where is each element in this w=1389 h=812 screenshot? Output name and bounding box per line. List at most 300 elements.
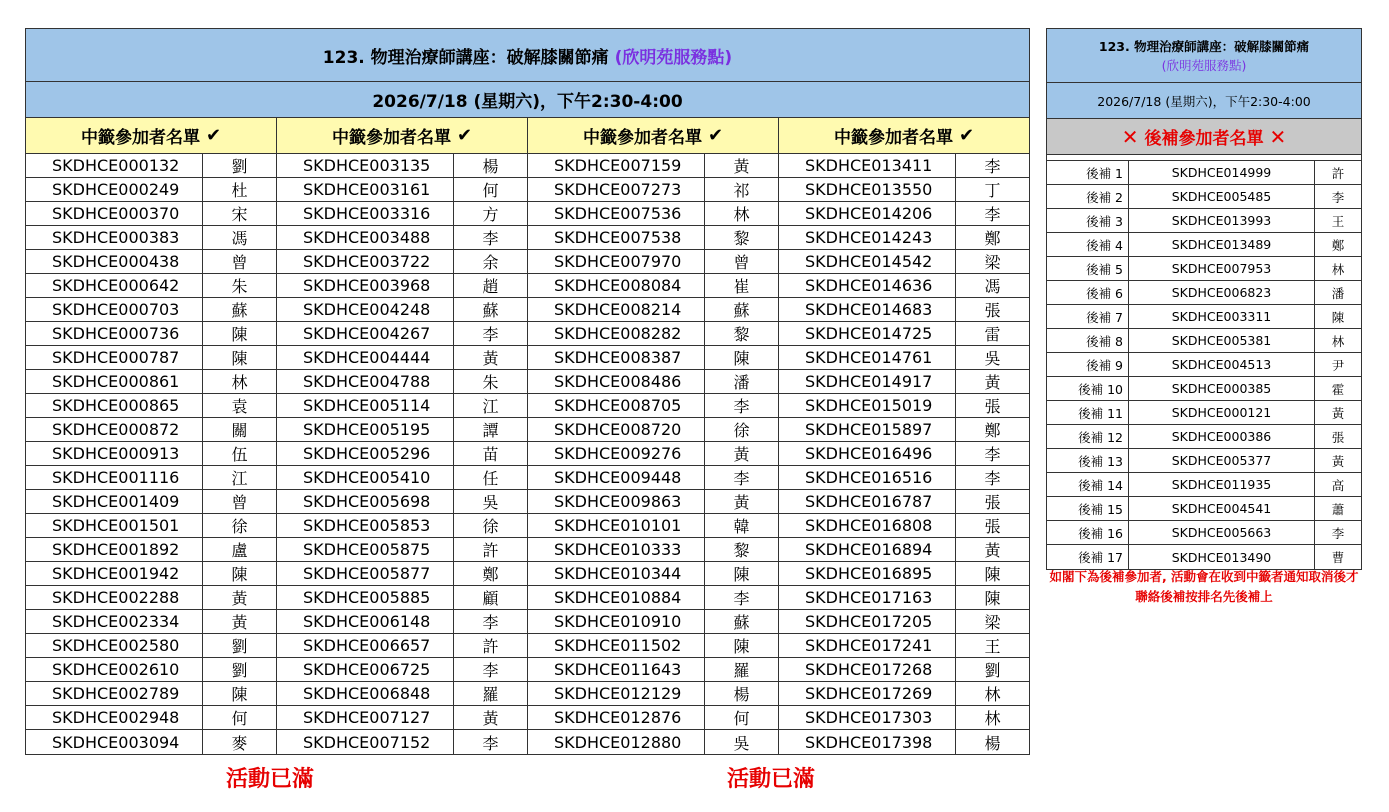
check-icon: ✔ xyxy=(707,125,724,146)
participant-surname: 黃 xyxy=(984,373,1001,392)
check-icon: ✔ xyxy=(205,125,222,146)
participant-row xyxy=(528,610,778,634)
waitlist-surname: 曹 xyxy=(1331,550,1345,565)
waitlist-rows xyxy=(1047,161,1361,569)
participant-code: SKDHCE002948 xyxy=(26,706,203,729)
participant-row xyxy=(528,538,778,562)
participant-row xyxy=(277,610,527,634)
participant-surname: 李 xyxy=(984,205,1001,224)
participant-code: SKDHCE012876 xyxy=(528,706,705,729)
participant-code: SKDHCE001942 xyxy=(26,562,203,585)
waitlist-code: SKDHCE000385 xyxy=(1129,377,1315,400)
participant-row xyxy=(26,586,276,610)
participant-code: SKDHCE016895 xyxy=(779,562,956,585)
waitlist-row xyxy=(1047,401,1361,425)
participant-code: SKDHCE002580 xyxy=(26,634,203,657)
selected-header-label: 中籤參加者名單 xyxy=(331,128,451,148)
participant-surname: 杜 xyxy=(231,181,248,200)
participant-surname: 劉 xyxy=(231,661,248,680)
waitlist-code: SKDHCE013490 xyxy=(1129,545,1315,569)
waitlist-rank: 後補 12 xyxy=(1047,425,1129,448)
participant-surname: 雷 xyxy=(984,325,1001,344)
participant-code: SKDHCE004788 xyxy=(277,370,454,393)
waitlist-rank: 後補 9 xyxy=(1047,353,1129,376)
participant-row xyxy=(277,346,527,370)
participant-row xyxy=(779,658,1029,682)
participant-row xyxy=(779,154,1029,178)
participant-surname: 李 xyxy=(482,613,499,632)
participant-row xyxy=(26,490,276,514)
participant-surname: 徐 xyxy=(231,517,248,536)
selected-header-4 xyxy=(779,118,1029,153)
waitlist-code: SKDHCE013489 xyxy=(1129,233,1315,256)
participant-row xyxy=(277,442,527,466)
participant-code: SKDHCE006725 xyxy=(277,658,454,681)
participant-code: SKDHCE016894 xyxy=(779,538,956,561)
participant-surname: 曾 xyxy=(231,253,248,272)
participant-code: SKDHCE013411 xyxy=(779,154,956,177)
participant-row xyxy=(779,682,1029,706)
participant-surname: 李 xyxy=(733,469,750,488)
selected-header-3 xyxy=(528,118,779,153)
waitlist-rank: 後補 3 xyxy=(1047,209,1129,232)
waitlist-event-location: (欣明苑服務點) xyxy=(1161,57,1247,73)
waitlist-rank: 後補 5 xyxy=(1047,257,1129,280)
participant-row xyxy=(277,202,527,226)
waitlist-row xyxy=(1047,545,1361,569)
participant-row xyxy=(779,322,1029,346)
participant-code: SKDHCE008084 xyxy=(528,274,705,297)
participant-column xyxy=(26,154,277,754)
participant-surname: 蘇 xyxy=(482,301,499,320)
waitlist-code: SKDHCE005381 xyxy=(1129,329,1315,352)
participant-code: SKDHCE017398 xyxy=(779,730,956,754)
participant-code: SKDHCE002789 xyxy=(26,682,203,705)
participant-surname: 李 xyxy=(984,157,1001,176)
participant-code: SKDHCE006848 xyxy=(277,682,454,705)
participant-surname: 羅 xyxy=(733,661,750,680)
participant-row xyxy=(277,370,527,394)
waitlist-code: SKDHCE005485 xyxy=(1129,185,1315,208)
participant-row xyxy=(528,322,778,346)
participant-code: SKDHCE002610 xyxy=(26,658,203,681)
waitlist-row xyxy=(1047,497,1361,521)
participant-code: SKDHCE017241 xyxy=(779,634,956,657)
waitlist-row xyxy=(1047,425,1361,449)
participant-code: SKDHCE000913 xyxy=(26,442,203,465)
participant-surname: 蘇 xyxy=(733,613,750,632)
participant-row xyxy=(528,370,778,394)
participant-row xyxy=(26,466,276,490)
participant-row xyxy=(779,490,1029,514)
participant-surname: 梁 xyxy=(984,613,1001,632)
participant-code: SKDHCE005877 xyxy=(277,562,454,585)
waitlist-code: SKDHCE013993 xyxy=(1129,209,1315,232)
participant-code: SKDHCE000872 xyxy=(26,418,203,441)
participant-surname: 吳 xyxy=(984,349,1001,368)
waitlist-surname: 王 xyxy=(1331,213,1345,229)
participant-surname: 林 xyxy=(231,373,248,392)
participant-row xyxy=(277,178,527,202)
event-title-bar xyxy=(26,29,1029,82)
participant-surname: 李 xyxy=(984,469,1001,488)
waitlist-code: SKDHCE005663 xyxy=(1129,521,1315,544)
participant-code: SKDHCE008387 xyxy=(528,346,705,369)
participant-code: SKDHCE000370 xyxy=(26,202,203,225)
participant-code: SKDHCE014683 xyxy=(779,298,956,321)
participant-row xyxy=(779,706,1029,730)
participant-surname: 鄭 xyxy=(482,565,499,584)
participant-code: SKDHCE005195 xyxy=(277,418,454,441)
participant-row xyxy=(277,466,527,490)
participant-code: SKDHCE010910 xyxy=(528,610,705,633)
waitlist-row xyxy=(1047,521,1361,545)
participant-code: SKDHCE016496 xyxy=(779,442,956,465)
participant-code: SKDHCE014206 xyxy=(779,202,956,225)
participant-surname: 徐 xyxy=(482,517,499,536)
participant-code: SKDHCE014917 xyxy=(779,370,956,393)
waitlist-row xyxy=(1047,473,1361,497)
waitlist-surname: 霍 xyxy=(1331,381,1345,397)
participant-code: SKDHCE005114 xyxy=(277,394,454,417)
participant-surname: 陳 xyxy=(984,565,1001,584)
participant-row xyxy=(26,658,276,682)
waitlist-code: SKDHCE014999 xyxy=(1129,161,1315,184)
participant-row xyxy=(26,346,276,370)
participant-surname: 黃 xyxy=(733,157,750,176)
participant-row xyxy=(277,394,527,418)
participant-code: SKDHCE007536 xyxy=(528,202,705,225)
participant-surname: 趙 xyxy=(482,277,499,296)
participant-surname: 任 xyxy=(482,469,499,488)
participant-code: SKDHCE010884 xyxy=(528,586,705,609)
participant-row xyxy=(26,562,276,586)
participant-code: SKDHCE005875 xyxy=(277,538,454,561)
participant-code: SKDHCE005410 xyxy=(277,466,454,489)
participant-surname: 關 xyxy=(231,421,248,440)
waitlist-rank: 後補 13 xyxy=(1047,449,1129,472)
waitlist-row xyxy=(1047,233,1361,257)
participant-row xyxy=(528,346,778,370)
participant-row xyxy=(779,730,1029,754)
participant-row xyxy=(528,442,778,466)
participant-surname: 黃 xyxy=(984,541,1001,560)
participant-surname: 陳 xyxy=(984,589,1001,608)
participant-row xyxy=(277,730,527,754)
participant-row xyxy=(277,322,527,346)
participant-row xyxy=(26,250,276,274)
selected-header-label: 中籤參加者名單 xyxy=(582,128,702,148)
participant-surname: 張 xyxy=(984,493,1001,512)
participant-row xyxy=(779,346,1029,370)
participant-surname: 伍 xyxy=(231,445,248,464)
waitlist-rank: 後補 16 xyxy=(1047,521,1129,544)
participant-code: SKDHCE010344 xyxy=(528,562,705,585)
participant-surname: 許 xyxy=(482,541,499,560)
participant-row xyxy=(779,538,1029,562)
participant-row xyxy=(528,514,778,538)
waitlist-header xyxy=(1047,119,1361,155)
waitlist-rank: 後補 15 xyxy=(1047,497,1129,520)
participant-surname: 楊 xyxy=(984,733,1001,753)
selected-header-2 xyxy=(277,118,528,153)
waitlist-row xyxy=(1047,449,1361,473)
participant-row xyxy=(26,370,276,394)
participant-code: SKDHCE008720 xyxy=(528,418,705,441)
participant-surname: 江 xyxy=(482,397,499,416)
participant-surname: 羅 xyxy=(482,685,499,704)
participant-surname: 鄭 xyxy=(984,421,1001,440)
participant-code: SKDHCE000642 xyxy=(26,274,203,297)
participant-surname: 黃 xyxy=(482,349,499,368)
participant-row xyxy=(528,634,778,658)
participant-surname: 何 xyxy=(231,709,248,728)
participant-surname: 袁 xyxy=(231,397,248,416)
participant-row xyxy=(779,466,1029,490)
participant-surname: 陳 xyxy=(231,685,248,704)
participant-row xyxy=(528,466,778,490)
participant-code: SKDHCE002288 xyxy=(26,586,203,609)
participant-surname: 林 xyxy=(733,205,750,224)
participant-code: SKDHCE014725 xyxy=(779,322,956,345)
participant-row xyxy=(528,682,778,706)
participant-row xyxy=(779,274,1029,298)
participant-row xyxy=(277,682,527,706)
participant-row xyxy=(26,442,276,466)
participant-surname: 馮 xyxy=(231,229,248,248)
waitlist-event-title: 123. 物理治療師講座：破解膝關節痛 xyxy=(1098,38,1310,54)
participant-code: SKDHCE010333 xyxy=(528,538,705,561)
waitlist-code: SKDHCE000121 xyxy=(1129,401,1315,424)
participant-row xyxy=(277,706,527,730)
participant-row xyxy=(26,514,276,538)
participant-code: SKDHCE000861 xyxy=(26,370,203,393)
waitlist-rank: 後補 10 xyxy=(1047,377,1129,400)
participant-row xyxy=(277,634,527,658)
participant-code: SKDHCE017303 xyxy=(779,706,956,729)
waitlist-surname: 許 xyxy=(1331,165,1345,181)
participant-code: SKDHCE010101 xyxy=(528,514,705,537)
participant-row xyxy=(26,706,276,730)
participant-code: SKDHCE001501 xyxy=(26,514,203,537)
waitlist-surname: 鄭 xyxy=(1331,237,1345,253)
participant-code: SKDHCE009448 xyxy=(528,466,705,489)
event-date: 2026/7/18 (星期六)，下午2:30-4:00 xyxy=(26,82,1029,118)
participant-row xyxy=(528,490,778,514)
participant-code: SKDHCE014542 xyxy=(779,250,956,273)
participant-code: SKDHCE008282 xyxy=(528,322,705,345)
participant-code: SKDHCE016808 xyxy=(779,514,956,537)
participant-surname: 顧 xyxy=(482,589,499,608)
participant-surname: 李 xyxy=(482,661,499,680)
waitlist-surname: 高 xyxy=(1331,477,1345,493)
waitlist-surname: 林 xyxy=(1331,261,1345,277)
waitlist-row xyxy=(1047,185,1361,209)
waitlist-row xyxy=(1047,353,1361,377)
participant-code: SKDHCE007159 xyxy=(528,154,705,177)
waitlist-rank: 後補 7 xyxy=(1047,305,1129,328)
participant-surname: 陳 xyxy=(733,565,750,584)
waitlist-code: SKDHCE007953 xyxy=(1129,257,1315,280)
participant-row xyxy=(277,154,527,178)
participant-surname: 黃 xyxy=(482,709,499,728)
participant-row xyxy=(528,706,778,730)
participant-code: SKDHCE004444 xyxy=(277,346,454,369)
participant-surname: 楊 xyxy=(733,685,750,704)
participant-row xyxy=(528,658,778,682)
participant-code: SKDHCE016787 xyxy=(779,490,956,513)
waitlist-rank: 後補 14 xyxy=(1047,473,1129,496)
cross-icon: ✕ xyxy=(1269,124,1287,149)
participant-surname: 曾 xyxy=(231,493,248,512)
participant-surname: 鄭 xyxy=(984,229,1001,248)
participant-code: SKDHCE005296 xyxy=(277,442,454,465)
participant-row xyxy=(779,394,1029,418)
participant-row xyxy=(26,154,276,178)
participant-code: SKDHCE014636 xyxy=(779,274,956,297)
participant-code: SKDHCE017269 xyxy=(779,682,956,705)
participant-surname: 李 xyxy=(482,229,499,248)
participant-code: SKDHCE008486 xyxy=(528,370,705,393)
participant-row xyxy=(528,394,778,418)
waitlist-surname: 李 xyxy=(1331,189,1345,205)
participant-surname: 李 xyxy=(733,589,750,608)
participant-row xyxy=(277,490,527,514)
participant-column xyxy=(277,154,528,754)
participant-surname: 張 xyxy=(984,397,1001,416)
participant-surname: 陳 xyxy=(231,349,248,368)
participant-code: SKDHCE015019 xyxy=(779,394,956,417)
participant-row xyxy=(277,250,527,274)
participant-surname: 黃 xyxy=(733,445,750,464)
waitlist-event-date: 2026/7/18 (星期六)，下午2:30-4:00 xyxy=(1047,83,1361,119)
waitlist-header-label: 後補參加者名單 xyxy=(1144,129,1264,149)
participant-code: SKDHCE004267 xyxy=(277,322,454,345)
participant-code: SKDHCE003968 xyxy=(277,274,454,297)
participant-code: SKDHCE017268 xyxy=(779,658,956,681)
waitlist-code: SKDHCE004541 xyxy=(1129,497,1315,520)
participant-row xyxy=(277,514,527,538)
waitlist-code: SKDHCE004513 xyxy=(1129,353,1315,376)
participant-row xyxy=(528,298,778,322)
participant-code: SKDHCE013550 xyxy=(779,178,956,201)
participant-surname: 林 xyxy=(984,685,1001,704)
participant-row xyxy=(528,586,778,610)
waitlist-row xyxy=(1047,329,1361,353)
participant-code: SKDHCE001409 xyxy=(26,490,203,513)
participant-code: SKDHCE017163 xyxy=(779,586,956,609)
participant-row xyxy=(26,202,276,226)
participant-row xyxy=(277,562,527,586)
participant-row xyxy=(26,226,276,250)
participant-surname: 張 xyxy=(984,301,1001,320)
participant-surname: 許 xyxy=(482,637,499,656)
participant-surname: 李 xyxy=(733,397,750,416)
participant-code: SKDHCE005885 xyxy=(277,586,454,609)
participant-surname: 黎 xyxy=(733,229,750,248)
participant-code: SKDHCE016516 xyxy=(779,466,956,489)
waitlist-code: SKDHCE000386 xyxy=(1129,425,1315,448)
waitlist-surname: 尹 xyxy=(1331,357,1345,373)
waitlist-row xyxy=(1047,377,1361,401)
participant-code: SKDHCE003488 xyxy=(277,226,454,249)
participant-surname: 楊 xyxy=(482,157,499,176)
participant-row xyxy=(779,562,1029,586)
participant-row xyxy=(277,658,527,682)
participant-row xyxy=(277,418,527,442)
selected-header-1 xyxy=(26,118,277,153)
participant-surname: 朱 xyxy=(482,373,499,392)
participant-code: SKDHCE008705 xyxy=(528,394,705,417)
participant-surname: 黎 xyxy=(733,541,750,560)
waitlist-row xyxy=(1047,161,1361,185)
participant-surname: 李 xyxy=(984,445,1001,464)
participant-code: SKDHCE000249 xyxy=(26,178,203,201)
participant-row xyxy=(779,370,1029,394)
participant-code: SKDHCE000703 xyxy=(26,298,203,321)
participant-row xyxy=(26,610,276,634)
participant-code: SKDHCE009276 xyxy=(528,442,705,465)
participant-code: SKDHCE005853 xyxy=(277,514,454,537)
participant-row xyxy=(26,634,276,658)
participant-surname: 劉 xyxy=(231,637,248,656)
waitlist-code: SKDHCE006823 xyxy=(1129,281,1315,304)
participant-surname: 李 xyxy=(482,325,499,344)
waitlist-note: 如閣下為後補參加者, 活動會在收到中籤者通知取消後才聯絡後補按排名先後補上 xyxy=(1049,569,1359,604)
participant-code: SKDHCE008214 xyxy=(528,298,705,321)
waitlist-surname: 黃 xyxy=(1331,405,1345,421)
participant-surname: 劉 xyxy=(984,661,1001,680)
waitlist-rank: 後補 4 xyxy=(1047,233,1129,256)
participant-row xyxy=(779,442,1029,466)
participant-surname: 李 xyxy=(482,733,499,753)
participant-row xyxy=(26,322,276,346)
participant-row xyxy=(779,514,1029,538)
participant-surname: 譚 xyxy=(482,421,499,440)
selected-grid xyxy=(26,154,1029,754)
participant-row xyxy=(528,154,778,178)
participant-surname: 苗 xyxy=(482,445,499,464)
participant-row xyxy=(528,274,778,298)
participant-surname: 蘇 xyxy=(231,301,248,320)
waitlist-rank: 後補 1 xyxy=(1047,161,1129,184)
participant-code: SKDHCE005698 xyxy=(277,490,454,513)
participant-code: SKDHCE001892 xyxy=(26,538,203,561)
check-icon: ✔ xyxy=(456,125,473,146)
participant-code: SKDHCE007970 xyxy=(528,250,705,273)
waitlist-surname: 潘 xyxy=(1331,285,1345,301)
participant-row xyxy=(528,178,778,202)
participant-surname: 何 xyxy=(482,181,499,200)
waitlist-code: SKDHCE005377 xyxy=(1129,449,1315,472)
participant-row xyxy=(277,538,527,562)
participant-row xyxy=(277,298,527,322)
participant-code: SKDHCE003316 xyxy=(277,202,454,225)
participant-row xyxy=(26,682,276,706)
participant-code: SKDHCE007152 xyxy=(277,730,454,754)
participant-code: SKDHCE000438 xyxy=(26,250,203,273)
participant-row xyxy=(779,250,1029,274)
participant-code: SKDHCE009863 xyxy=(528,490,705,513)
waitlist-surname: 蕭 xyxy=(1331,501,1345,517)
participant-surname: 何 xyxy=(733,709,750,728)
participant-surname: 韓 xyxy=(733,517,750,536)
waitlist-code: SKDHCE003311 xyxy=(1129,305,1315,328)
participant-row xyxy=(779,634,1029,658)
participant-code: SKDHCE006657 xyxy=(277,634,454,657)
event-title: 123. 物理治療師講座：破解膝關節痛 xyxy=(322,47,609,68)
participant-code: SKDHCE014761 xyxy=(779,346,956,369)
